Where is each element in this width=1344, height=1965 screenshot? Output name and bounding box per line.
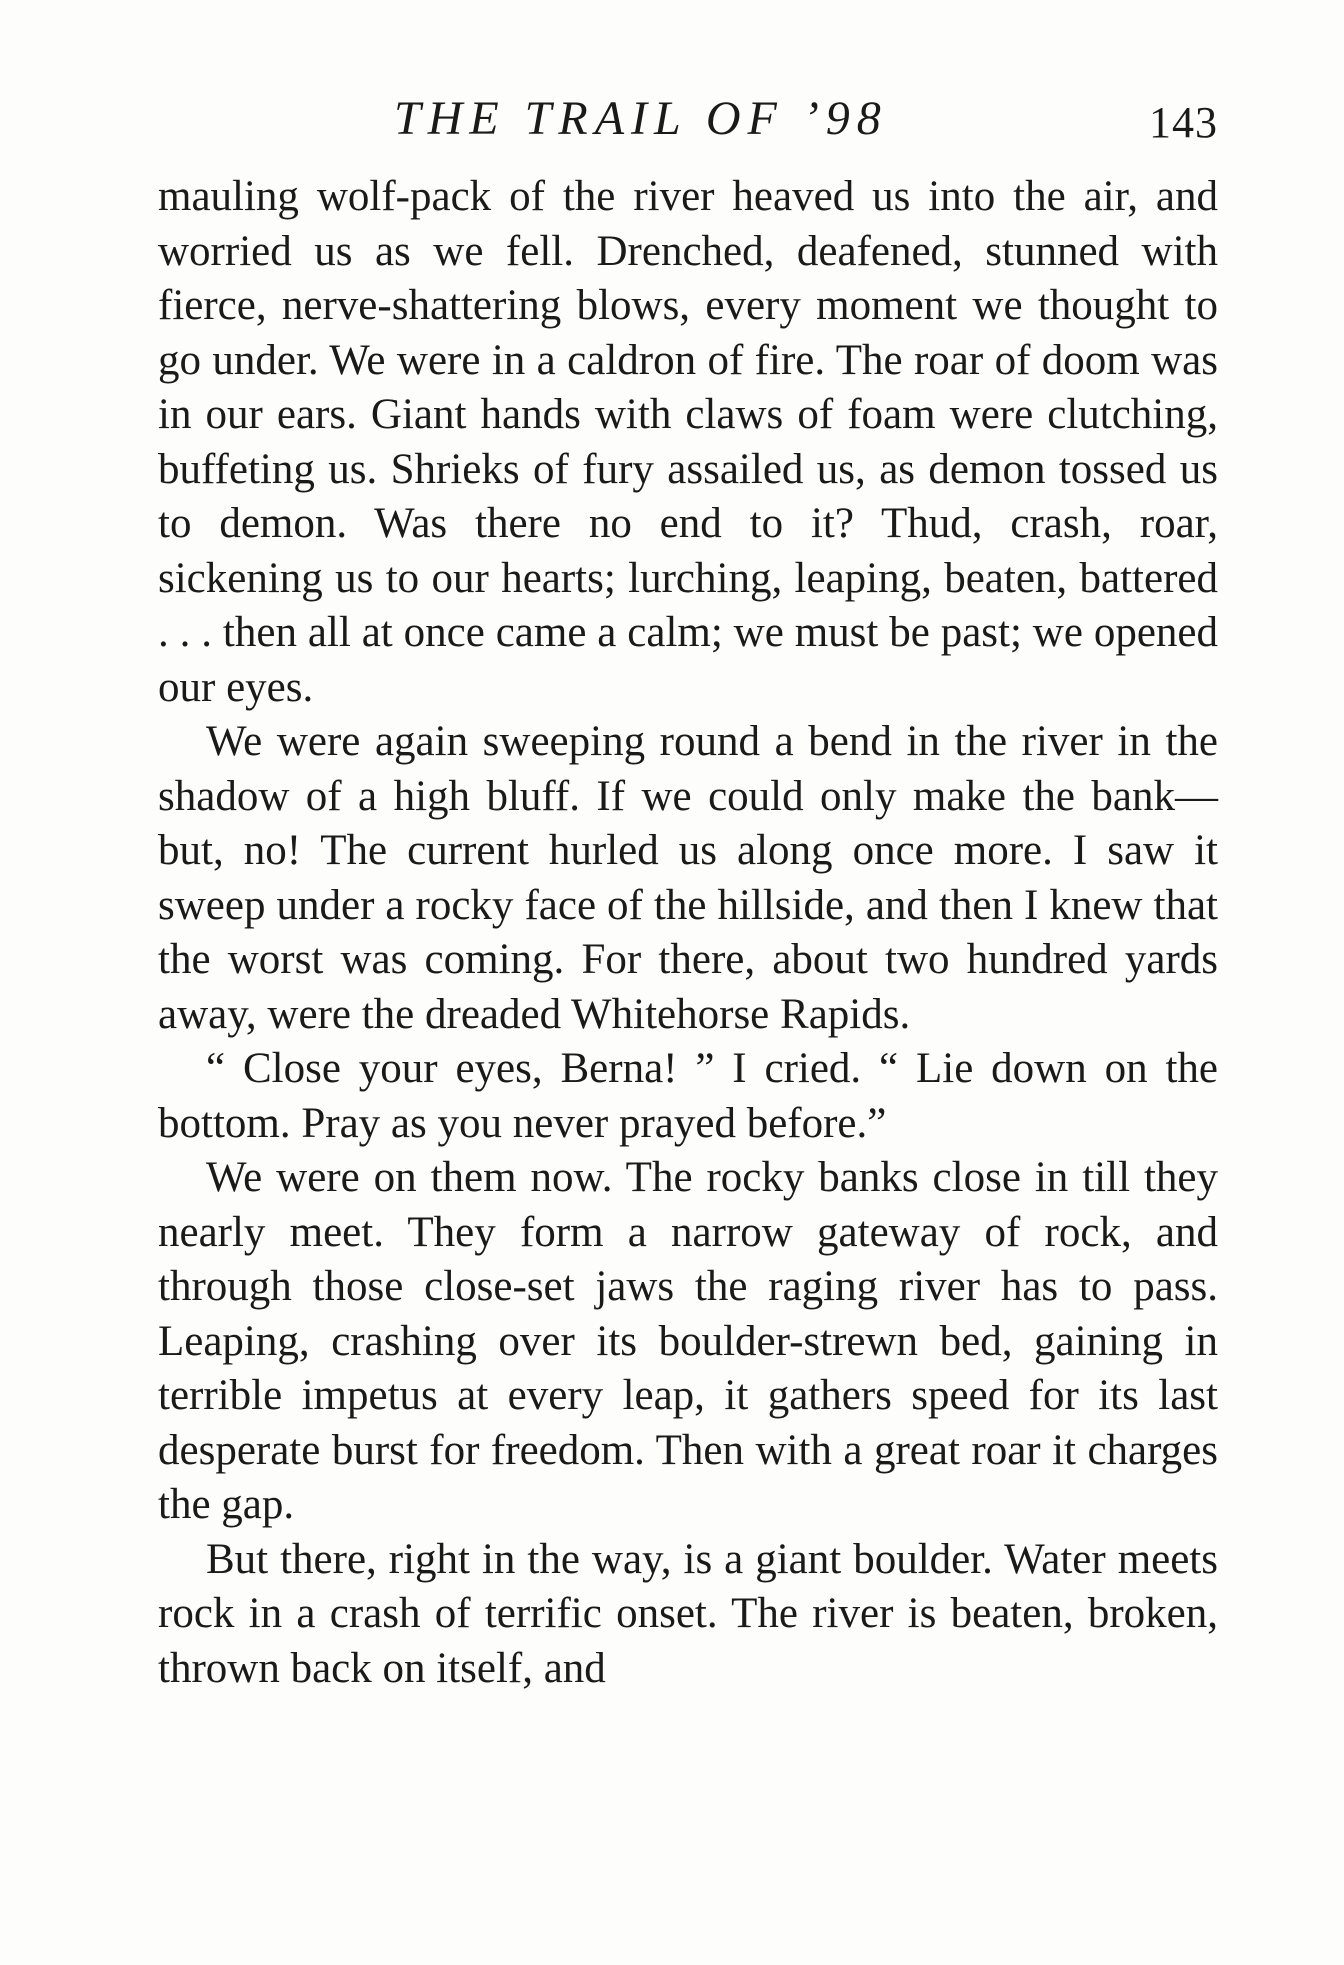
paragraph-5: But there, right in the way, is a giant boulder. Water meets rock in a crash of terrific onset. The river is beaten, broken, thrown back on itself, and xyxy=(158,1535,1218,1692)
page-header xyxy=(158,84,1218,154)
paragraph-3: “ Close your eyes, Berna! ” I cried. “ Lie down on the bottom. Pray as you never prayed before.” xyxy=(158,1045,1218,1147)
page-number: 143 xyxy=(1149,98,1218,147)
running-head: THE TRAIL OF ’98 xyxy=(394,92,888,145)
paragraph-1: mauling wolf-pack of the river heaved us into the air, and worried us as we fell. Drenched, deafened, stunned with fierce, nerve-shattering blows, every moment we thought to go under. We were in a caldron of fire. The roar of doom was in our ears. Giant hands with claws of foam were clutching, buffeting us. Shrieks of fury assailed us, as demon tossed us to demon. Was there no end to it? Thud, crash, roar, sickening us to our hearts; lurching, leaping, beaten, battered . . . then all at once came a calm; we must be past; we opened our eyes. xyxy=(158,173,1218,711)
paragraph-4: We were on them now. The rocky banks close in till they nearly meet. They form a narrow gateway of rock, and through those close-set jaws the raging river has to pass. Leaping, crashing over its boulder-strewn bed, gaining in terrible impetus at every leap, it gathers speed for its last desperate burst for freedom. Then with a great roar it charges the gap. xyxy=(158,1154,1218,1528)
paragraph-2: We were again sweeping round a bend in the river in the shadow of a high bluff. If we could only make the bank—but, no! The current hurled us along once more. I saw it sweep under a rocky face of the hillside, and then I knew that the worst was coming. For there, about two hundred yards away, were the dreaded Whitehorse Rapids. xyxy=(158,718,1218,1038)
body-text xyxy=(158,170,1218,1696)
